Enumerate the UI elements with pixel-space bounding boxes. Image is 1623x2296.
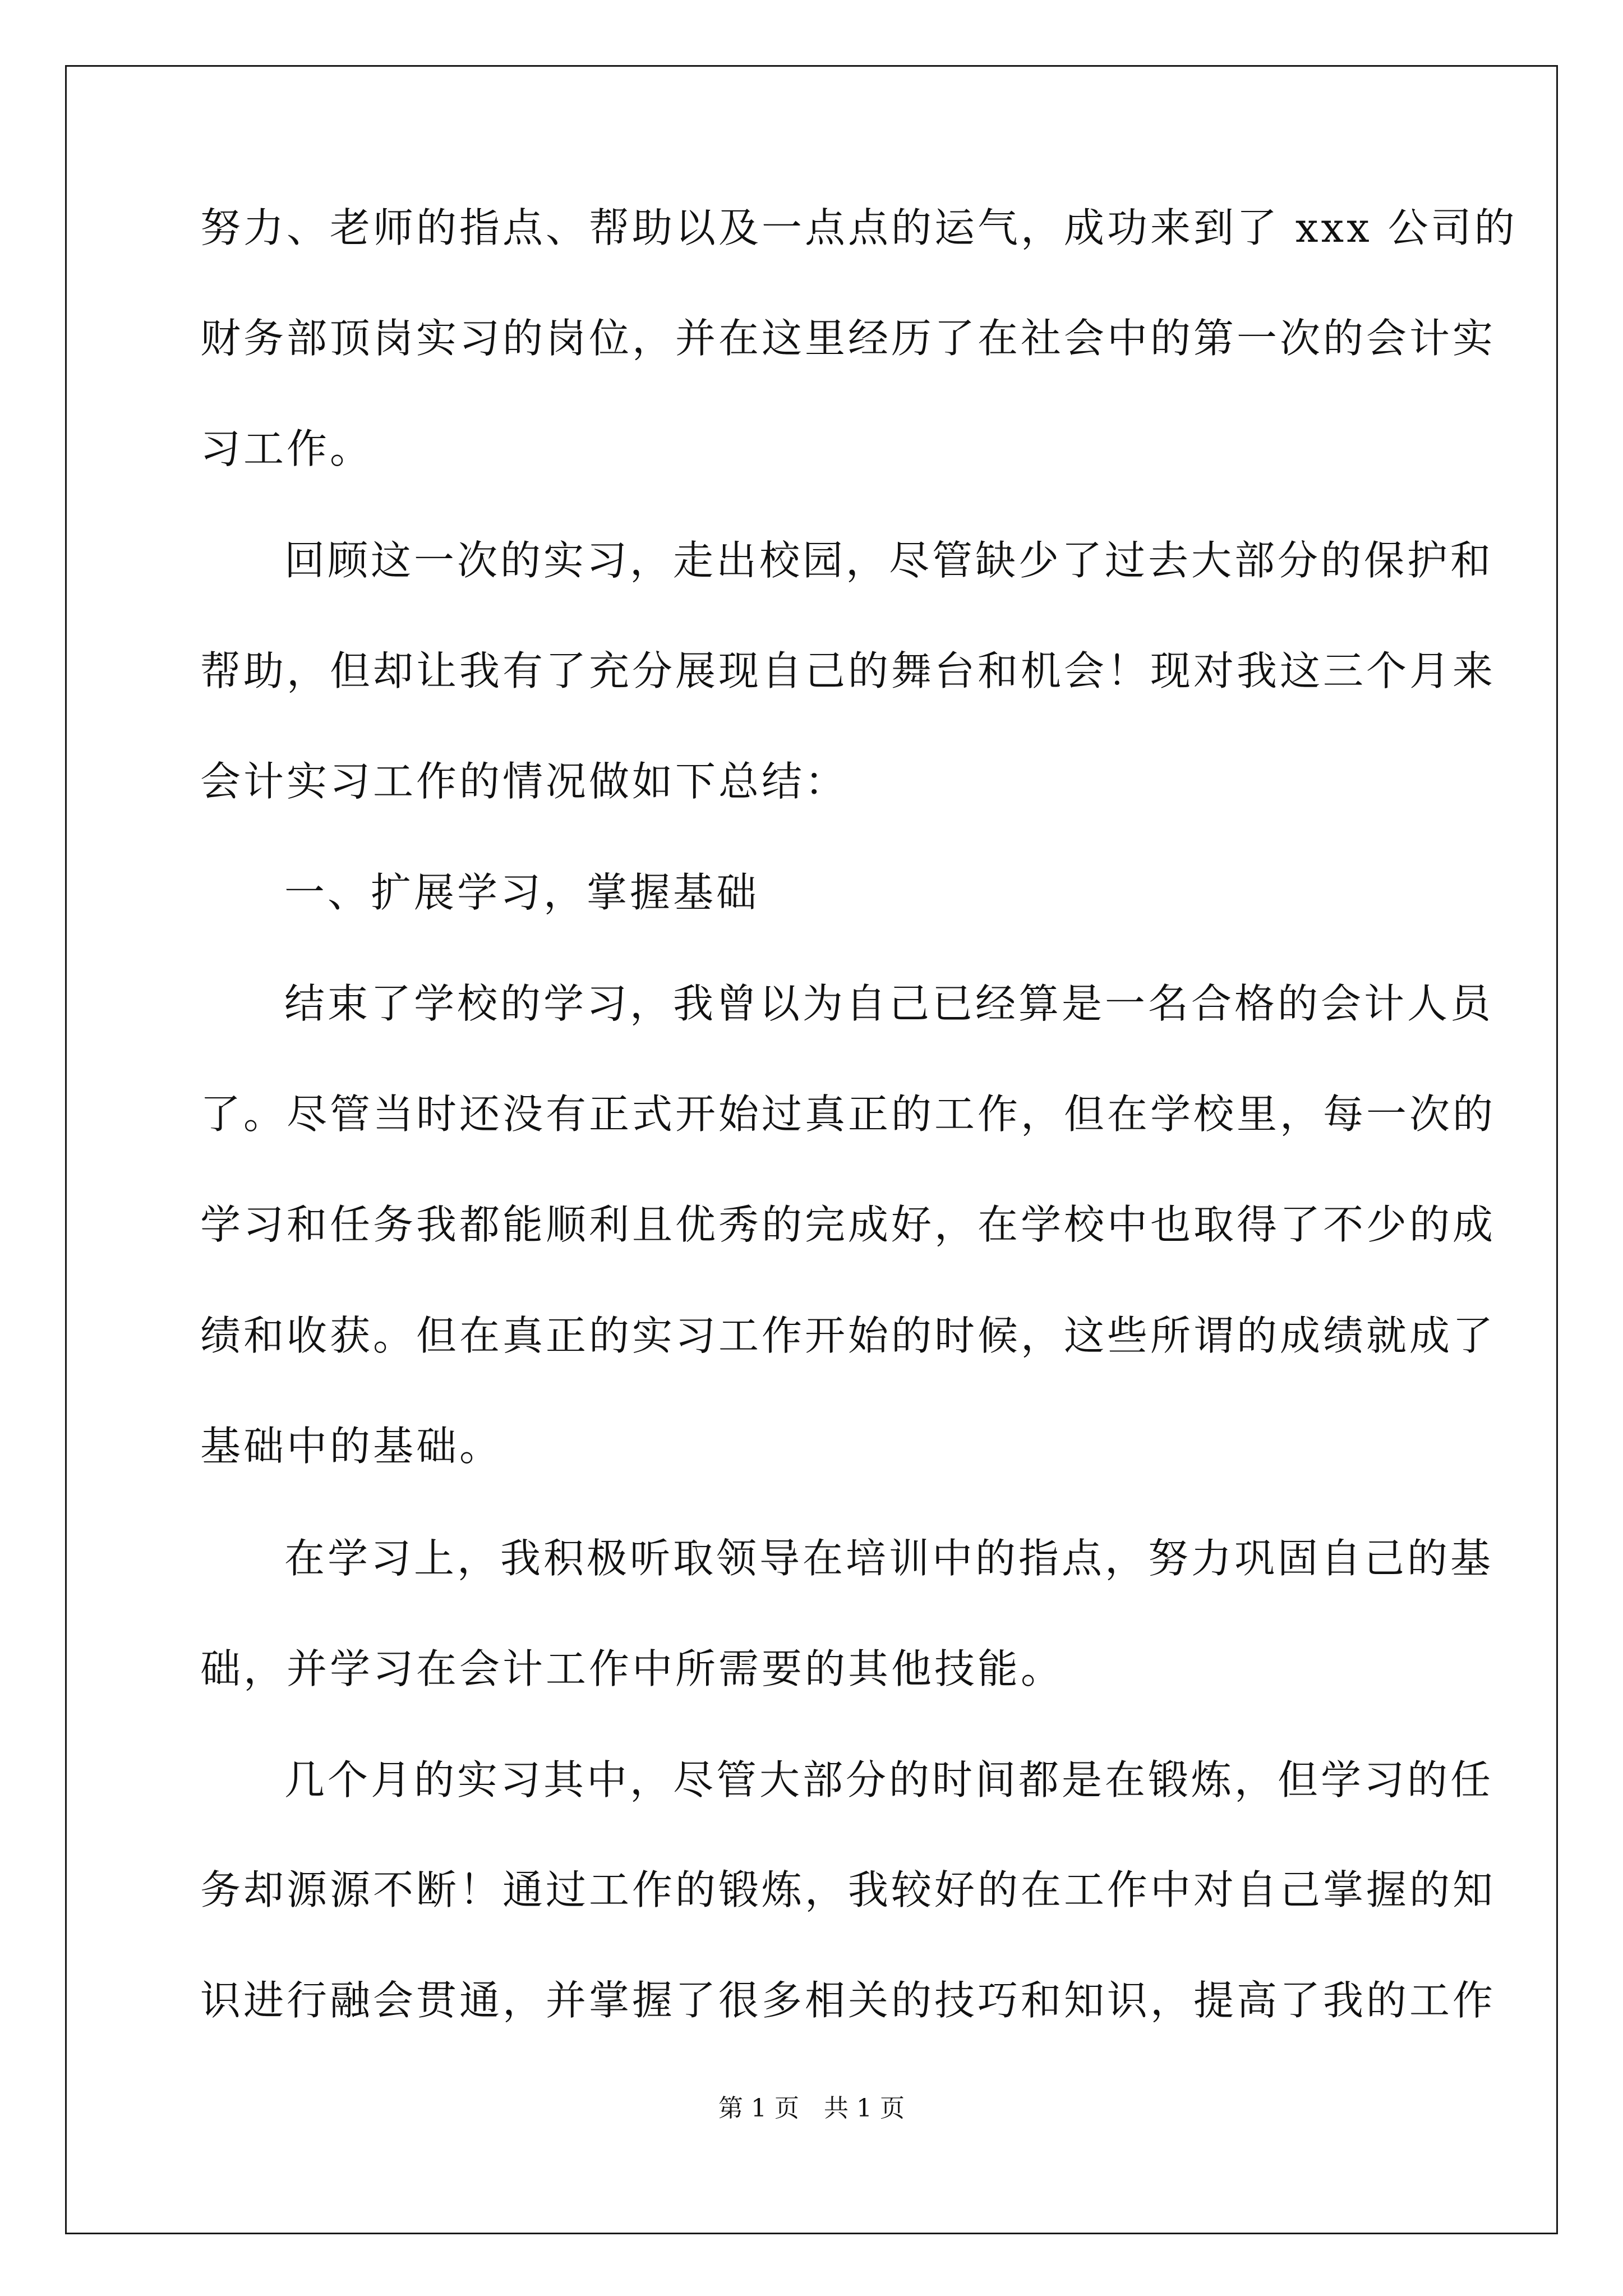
text-line: 础，并学习在会计工作中所需要的其他技能。 [200, 1645, 1064, 1692]
text-line: 努力、老师的指点、帮助以及一点点的运气，成功来到了 xxx 公司的 [200, 204, 1518, 251]
text-line: 回顾这一次的实习，走出校园，尽管缺少了过去大部分的保护和 [284, 537, 1494, 584]
text-line: 了。尽管当时还没有正式开始过真正的工作，但在学校里，每一次的 [200, 1091, 1496, 1138]
text-line: 财务部顶岗实习的岗位，并在这里经历了在社会中的第一次的会计实 [200, 315, 1496, 362]
text-line: 基础中的基础。 [200, 1423, 503, 1470]
text-line: 务却源源不断！通过工作的锻炼，我较好的在工作中对自己掌握的知 [200, 1866, 1496, 1913]
text-line: 会计实习工作的情况做如下总结： [200, 758, 849, 805]
text-line: 在学习上，我积极听取领导在培训中的指点，努力巩固自己的基 [284, 1535, 1494, 1582]
page-number: 第 1 页 共 1 页 [718, 2094, 905, 2123]
text-line: 绩和收获。但在真正的实习工作开始的时候，这些所谓的成绩就成了 [200, 1312, 1496, 1359]
text-line: 帮助，但却让我有了充分展现自己的舞台和机会！现对我这三个月来 [200, 647, 1496, 694]
text-line: 几个月的实习其中，尽管大部分的时间都是在锻炼，但学习的任 [284, 1756, 1494, 1803]
section-heading: 一、扩展学习，掌握基础 [284, 869, 760, 916]
text-line: 识进行融会贯通，并掌握了很多相关的技巧和知识，提高了我的工作 [200, 1977, 1496, 2024]
text-line: 结束了学校的学习，我曾以为自己已经算是一名合格的会计人员 [284, 980, 1494, 1027]
text-line: 学习和任务我都能顺利且优秀的完成好，在学校中也取得了不少的成 [200, 1201, 1496, 1248]
text-line: 习工作。 [200, 425, 374, 472]
